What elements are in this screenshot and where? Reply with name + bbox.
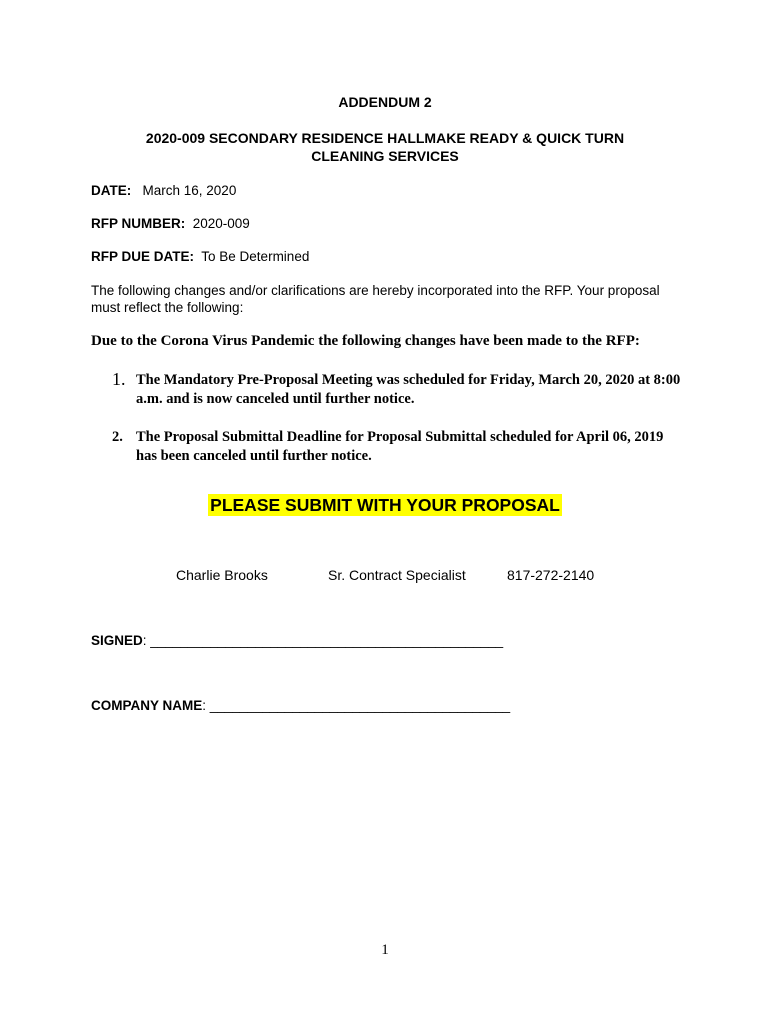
addendum-heading: ADDENDUM 2 [338,94,432,110]
contact-title: Sr. Contract Specialist [328,567,466,583]
intro-paragraph: The following changes and/or clarifications are hereby incorporated into the RFP. Your proposal must reflect the following: [91,283,660,315]
change-item-number-2: 2. [112,429,123,445]
company-name-line[interactable] [91,698,510,713]
contact-phone: 817-272-2140 [507,567,595,583]
rfp-due-date-label: RFP DUE DATE: [91,249,195,264]
submit-notice: PLEASE SUBMIT WITH YOUR PROPOSAL [210,495,560,515]
rfp-due-date-value: To Be Determined [201,249,310,264]
date-value: March 16, 2020 [142,183,237,198]
rfp-due-date-field [91,249,309,264]
signed-line[interactable] [91,633,503,648]
change-item-2: The Proposal Submittal Deadline for Proposal Submittal scheduled for April 06, 2019 has been canceled until further notice. [136,429,664,464]
change-item-1: The Mandatory Pre-Proposal Meeting was scheduled for Friday, March 20, 2020 at 8:00 a.m. and is now canceled until further notice. [136,372,681,407]
date-field [91,183,236,198]
contact-name: Charlie Brooks [176,567,268,583]
rfp-number-label: RFP NUMBER: [91,216,186,231]
notice-heading: Due to the Corona Virus Pandemic the following changes have been made to the RFP: [91,333,640,349]
signed-blank[interactable]: : _______________________________________________ [142,633,504,648]
document-title-line-2: CLEANING SERVICES [311,148,459,164]
company-name-blank[interactable]: : ________________________________________ [202,698,511,713]
rfp-number-field [91,216,250,231]
document-title-line-1: 2020-009 SECONDARY RESIDENCE HALLMAKE READY & QUICK TURN [145,130,625,146]
date-label: DATE: [91,183,132,198]
company-name-label: COMPANY NAME [91,698,203,713]
rfp-number-value: 2020-009 [192,216,250,231]
signed-label: SIGNED [91,633,143,648]
page-number: 1 [381,942,389,958]
change-item-number-1: 1. [112,369,126,389]
